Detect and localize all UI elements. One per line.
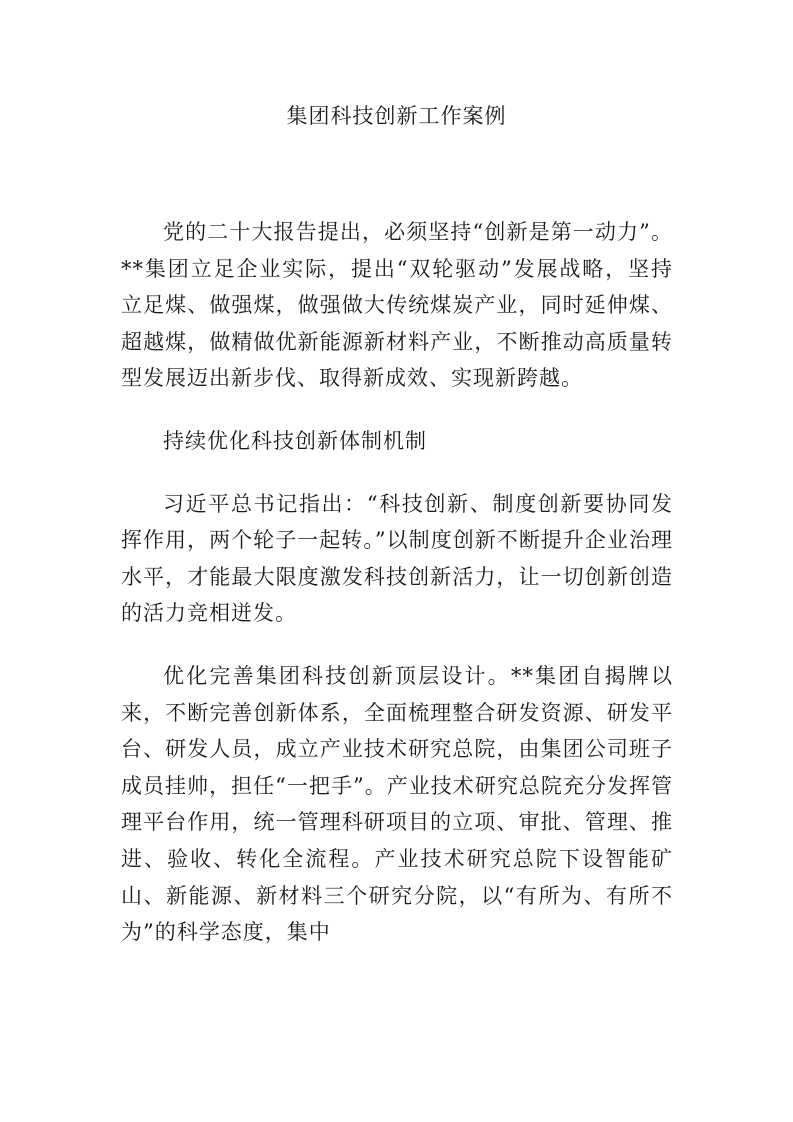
paragraph-design: 优化完善集团科技创新顶层设计。**集团自揭牌以来，不断完善创新体系，全面梳理整合研发资源、研发平台、研发人员，成立产业技术研究总院，由集团公司班子成员挂帅，担任“一把手”。产业技术研究总院充分发挥管理平台作用，统一管理科研项目的立项、审批、管理、推进、验收、转化全流程。产业技术研究总院下设智能矿山、新能源、新材料三个研究分院，以“有所为、有所不为”的科学态度，集中 (121, 663, 673, 945)
document-title: 集团科技创新工作案例 (286, 104, 507, 128)
document-body (121, 214, 673, 977)
paragraph-intro: 党的二十大报告提出，必须坚持“创新是第一动力”。**集团立足企业实际，提出“双轮驱动”发展战略，坚持立足煤、做强煤，做强做大传统煤炭产业，同时延伸煤、超越煤，做精做优新能源新材料产业，不断推动高质量转型发展迈出新步伐、取得新成效、实现新跨越。 (121, 220, 673, 391)
section-heading: 持续优化科技创新体制机制 (163, 428, 427, 453)
paragraph-quote: 习近平总书记指出：“科技创新、制度创新要协同发挥作用，两个轮子一起转。”以制度创新不断提升企业治理水平，才能最大限度激发科技创新活力，让一切创新创造的活力竞相迸发。 (121, 491, 673, 626)
